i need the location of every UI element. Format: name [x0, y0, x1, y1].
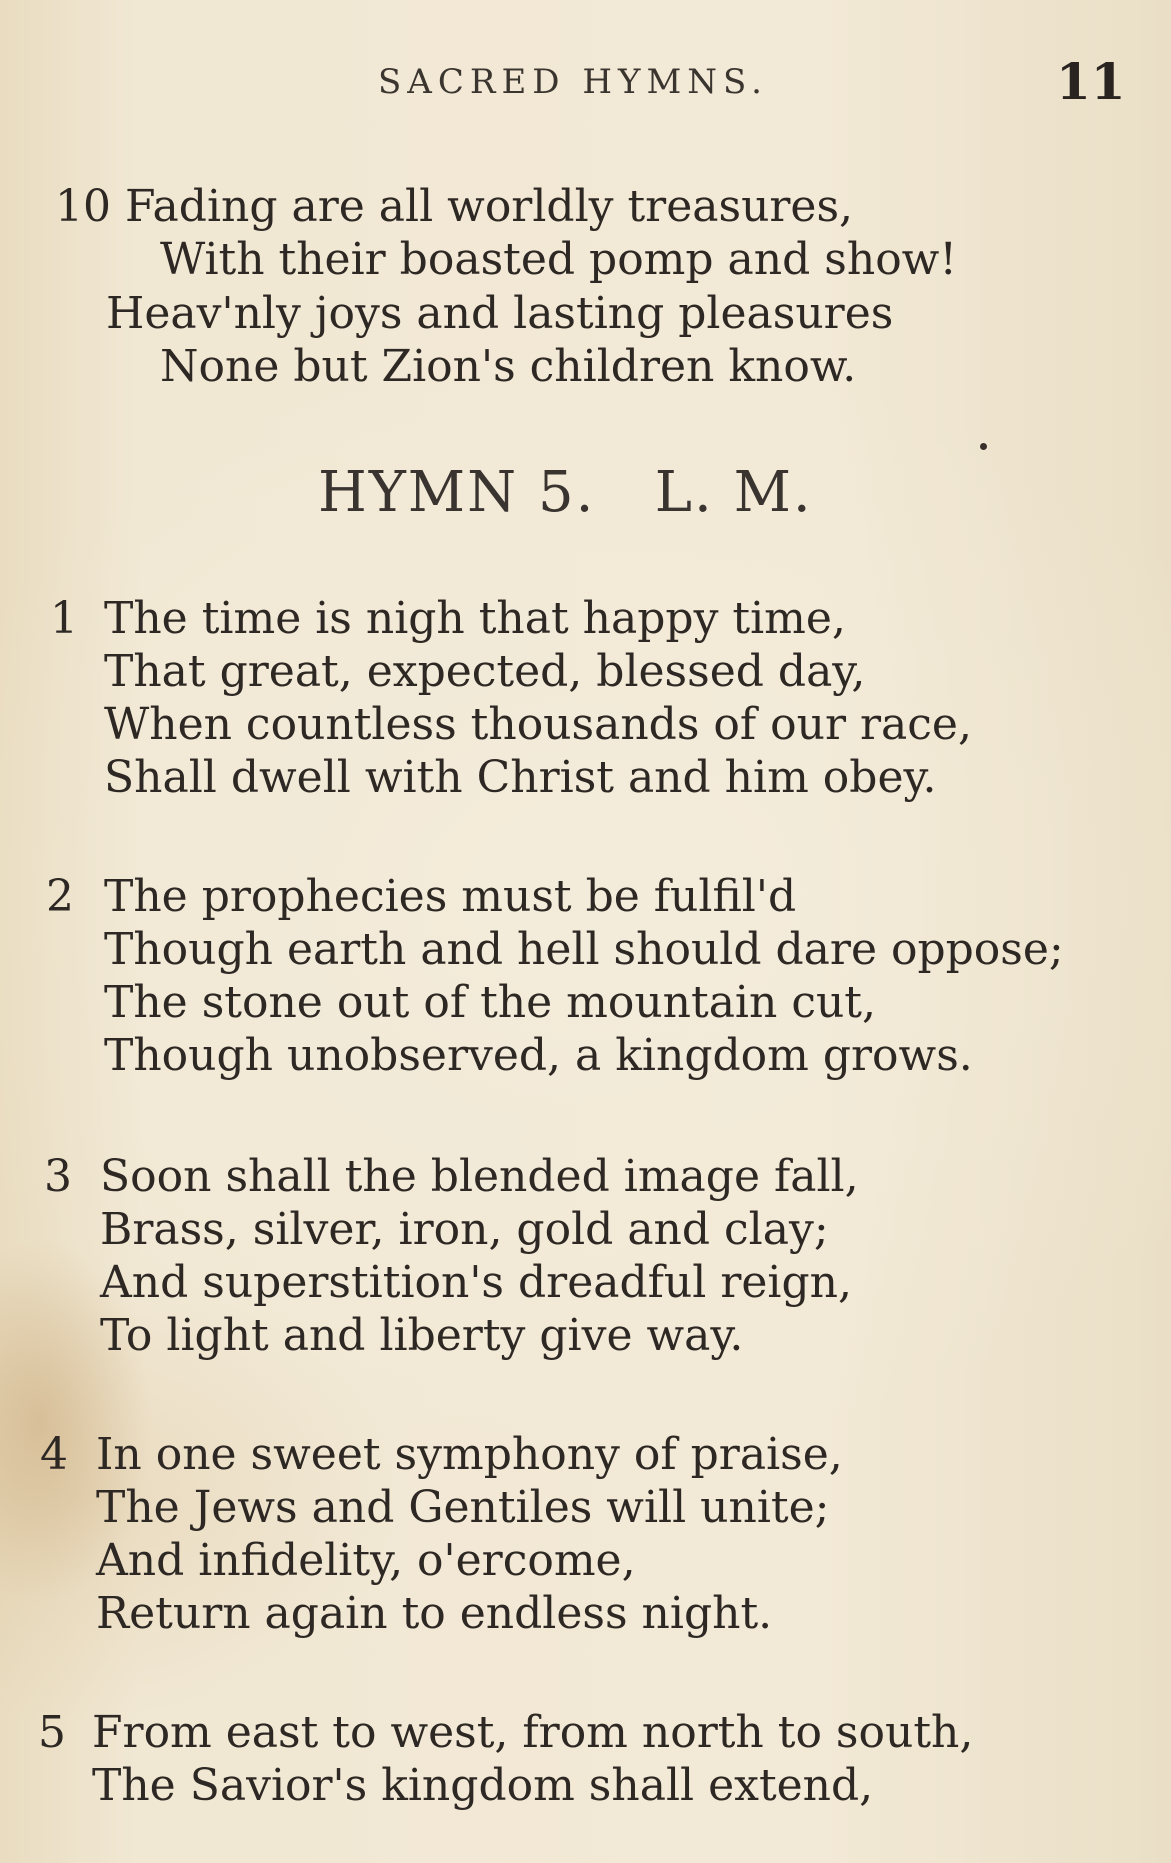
verse-line: That great, expected, blessed day, — [104, 646, 866, 697]
verse-line: Shall dwell with Christ and him obey. — [104, 752, 937, 803]
verse-line: And superstition's dreadful reign, — [100, 1257, 852, 1308]
stanza-number: 5 — [38, 1707, 66, 1758]
verse-line: To light and liberty give way. — [100, 1310, 744, 1361]
verse-line: Fading are all worldly treasures, — [125, 181, 854, 232]
verse-line: In one sweet symphony of praise, — [96, 1429, 843, 1480]
verse-line: Though earth and hell should dare oppose; — [104, 924, 1064, 975]
verse-line: Return again to endless night. — [96, 1588, 773, 1639]
verse-line: Brass, silver, iron, gold and clay; — [100, 1204, 829, 1255]
verse-line: The time is nigh that happy time, — [104, 593, 846, 644]
stanza-number: 10 — [55, 181, 111, 232]
verse-line: The prophecies must be fulfil'd — [104, 871, 797, 922]
stanza-number: 1 — [50, 593, 78, 644]
ink-speck — [980, 443, 987, 450]
verse-line: Though unobserved, a kingdom grows. — [104, 1030, 973, 1081]
hymn-title: HYMN 5. L. M. — [318, 460, 813, 525]
verse-line: And infidelity, o'ercome, — [96, 1535, 636, 1586]
verse-line: Heav'nly joys and lasting pleasures — [106, 288, 894, 339]
verse-line: The Savior's kingdom shall extend, — [92, 1760, 874, 1811]
verse-line: Soon shall the blended image fall, — [100, 1151, 859, 1202]
verse-line: When countless thousands of our race, — [104, 699, 972, 750]
verse-line: From east to west, from north to south, — [92, 1707, 974, 1758]
stanza-number: 3 — [44, 1151, 72, 1202]
verse-line: With their boasted pomp and show! — [160, 234, 958, 285]
verse-line: None but Zion's children know. — [160, 341, 857, 392]
page-number: 11 — [1056, 52, 1126, 111]
verse-line: The Jews and Gentiles will unite; — [96, 1482, 830, 1533]
running-header: SACRED HYMNS. — [378, 62, 768, 102]
stanza-number: 4 — [40, 1429, 68, 1480]
stanza-number: 2 — [46, 871, 74, 922]
verse-line: The stone out of the mountain cut, — [104, 977, 876, 1028]
